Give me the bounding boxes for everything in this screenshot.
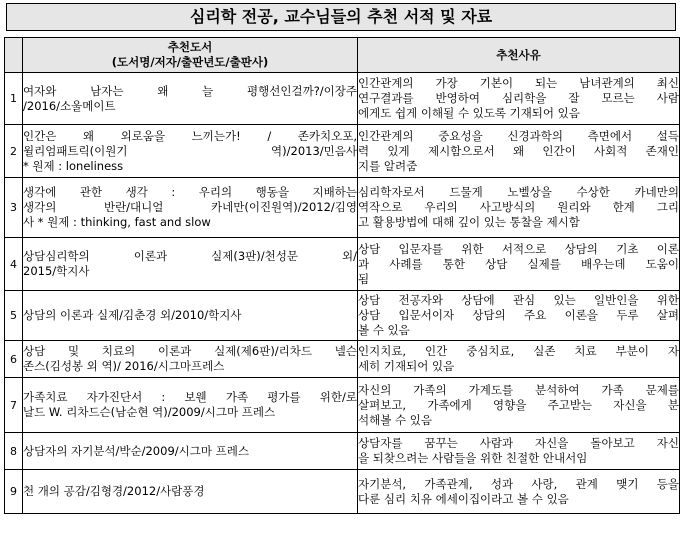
- book-cell: [23, 73, 358, 125]
- book-text-line: 윌리엄패트릭(이원기 역)/2013/민음사: [23, 143, 357, 158]
- row-number: 6: [5, 341, 23, 378]
- reason-text-line: 자신의 가족의 가계도를 분석하여 가족 문제를: [358, 382, 679, 397]
- reason-text-line: 심리학자로서 드물게 노벨상을 수상한 카네만의: [358, 185, 679, 199]
- table-row: [5, 73, 680, 125]
- reason-text-line: 됨: [358, 271, 370, 286]
- reason-text-line: 을 되찾으려는 사람들을 위한 친절한 안내서임: [358, 451, 588, 465]
- row-number: 4: [5, 238, 23, 291]
- row-number: 9: [5, 470, 23, 514]
- header-book: [23, 38, 358, 73]
- book-text-line: 상담자의 자기분석/박순/2009/시그마 프레스: [23, 443, 249, 458]
- table-row: [5, 178, 680, 238]
- table-row: [5, 291, 680, 341]
- book-cell: [23, 378, 358, 433]
- recommendation-table: [4, 37, 680, 514]
- book-cell: [23, 470, 358, 514]
- reason-cell: [358, 341, 680, 378]
- row-number: 7: [5, 378, 23, 433]
- book-text-line: 여자와 남자는 왜 늘 평행선인걸까?/이장주: [23, 83, 357, 98]
- book-cell: [23, 291, 358, 341]
- reason-text-line: 지를 알려줌: [358, 158, 418, 173]
- book-cell: [23, 238, 358, 291]
- row-number: 1: [5, 73, 23, 125]
- book-text-line: 상담심리학의 이론과 실제(3판)/천성문 외/: [23, 249, 357, 263]
- book-text-line: 상담 및 치료의 이론과 실제(제6판)/리차드 넬슨: [23, 344, 357, 358]
- book-cell: [23, 341, 358, 378]
- reason-text-line: 과 사례를 통한 상담 실제를 배우는데 도움이: [358, 256, 679, 271]
- reason-cell: [358, 73, 680, 125]
- reason-text-line: 살펴보고, 가족에게 영향을 주고받는 자신을 분: [358, 397, 679, 412]
- reason-text-line: 자기분석, 가족관계, 성과 사랑, 관계 맺기 등을: [358, 476, 679, 491]
- reason-text-line: 상담 입문자를 위한 서적으로 상담의 기초 이론: [358, 241, 679, 256]
- row-number: 2: [5, 125, 23, 178]
- reason-text-line: 인간관계의 중요성을 신경과학의 측면에서 설득: [358, 128, 679, 143]
- reason-cell: [358, 378, 680, 433]
- table-row: [5, 125, 680, 178]
- reason-text-line: 고 활용방법에 대해 깊이 있는 통찰을 제시함: [358, 215, 580, 229]
- table-row: [5, 378, 680, 433]
- reason-text-line: 다룬 심리 치유 에세이집이라고 볼 수 있음: [358, 491, 569, 506]
- reason-text-line: 상담 전공자와 상담에 관심 있는 일반인을 위한: [358, 293, 679, 307]
- book-text-line: 천 개의 공감/김형경/2012/사람풍경: [23, 484, 205, 498]
- reason-text-line: 인지치료, 인간 중심치료, 실존 치료 부분이 자: [358, 344, 679, 358]
- reason-cell: [358, 470, 680, 514]
- header-book-title: 추천도서: [167, 40, 213, 54]
- reason-text-line: 연구결과를 반영하여 심리학을 잘 모르는 사람: [358, 91, 679, 105]
- reason-cell: [358, 125, 680, 178]
- book-text-line: * 원제 : loneliness: [23, 158, 124, 173]
- book-text-line: 날드 W. 리차드슨(남순현 역)/2009/시그마 프레스: [23, 405, 276, 419]
- book-text-line: 인간은 왜 외로움을 느끼는가! / 존카치오포,: [23, 128, 357, 143]
- book-text-line: 2015/학지사: [23, 264, 90, 278]
- reason-text-line: 에게도 쉽게 이해될 수 있도록 기재되어 있음: [358, 106, 580, 120]
- header-book-format: (도서명/저자/출판년도/출판사): [111, 55, 269, 69]
- reason-cell: [358, 238, 680, 291]
- reason-cell: [358, 433, 680, 470]
- book-cell: [23, 125, 358, 178]
- book-text-line: /2016/소울메이트: [23, 98, 116, 113]
- reason-text-line: 상담 입문서이자 상담의 주요 이론을 두루 살펴: [358, 308, 679, 322]
- book-text-line: 생각에 관한 생각 : 우리의 행동을 지배하는: [23, 185, 357, 199]
- reason-cell: [358, 291, 680, 341]
- table-row: [5, 238, 680, 291]
- book-text-line: 사 * 원제 : thinking, fast and slow: [23, 215, 211, 229]
- book-cell: [23, 433, 358, 470]
- book-text-line: 상담의 이론과 실제/김춘경 외/2010/학지사: [23, 308, 242, 322]
- reason-cell: [358, 178, 680, 238]
- reason-text-line: 상담자를 꿈꾸는 사람과 자신을 돌아보고 자신: [358, 436, 679, 450]
- book-text-line: 존스(김성봉 외 역)/ 2016/시그마프레스: [23, 359, 225, 373]
- book-cell: [23, 178, 358, 238]
- table-row: [5, 470, 680, 514]
- book-text-line: 생각의 반란/대니얼 카네만(이진원역)/2012/김영: [23, 200, 357, 214]
- reason-text-line: 볼 수 있음: [358, 323, 410, 337]
- row-number: 5: [5, 291, 23, 341]
- reason-text-line: 역작으로 우리의 사고방식의 원리와 한계 그리: [358, 200, 679, 214]
- header-reason: 추천사유: [358, 38, 680, 73]
- table-header-row: [5, 38, 680, 73]
- row-number: 3: [5, 178, 23, 238]
- book-text-line: 가족치료 자가진단서 : 보웬 가족 평가를 위한/로: [23, 390, 357, 404]
- reason-text-line: 석해볼 수 있음: [358, 412, 432, 427]
- document-title: 심리학 전공, 교수님들의 추천 서적 및 자료: [6, 3, 676, 31]
- reason-text-line: 인간관계의 가장 기본이 되는 남녀관계의 최신: [358, 76, 679, 90]
- reason-text-line: 세히 기재되어 있음: [358, 359, 455, 373]
- table-row: [5, 341, 680, 378]
- row-number: 8: [5, 433, 23, 470]
- header-number: [5, 38, 23, 73]
- table-row: [5, 433, 680, 470]
- reason-text-line: 력 있게 제시함으로서 왜 인간이 사회적 존재인: [358, 143, 679, 158]
